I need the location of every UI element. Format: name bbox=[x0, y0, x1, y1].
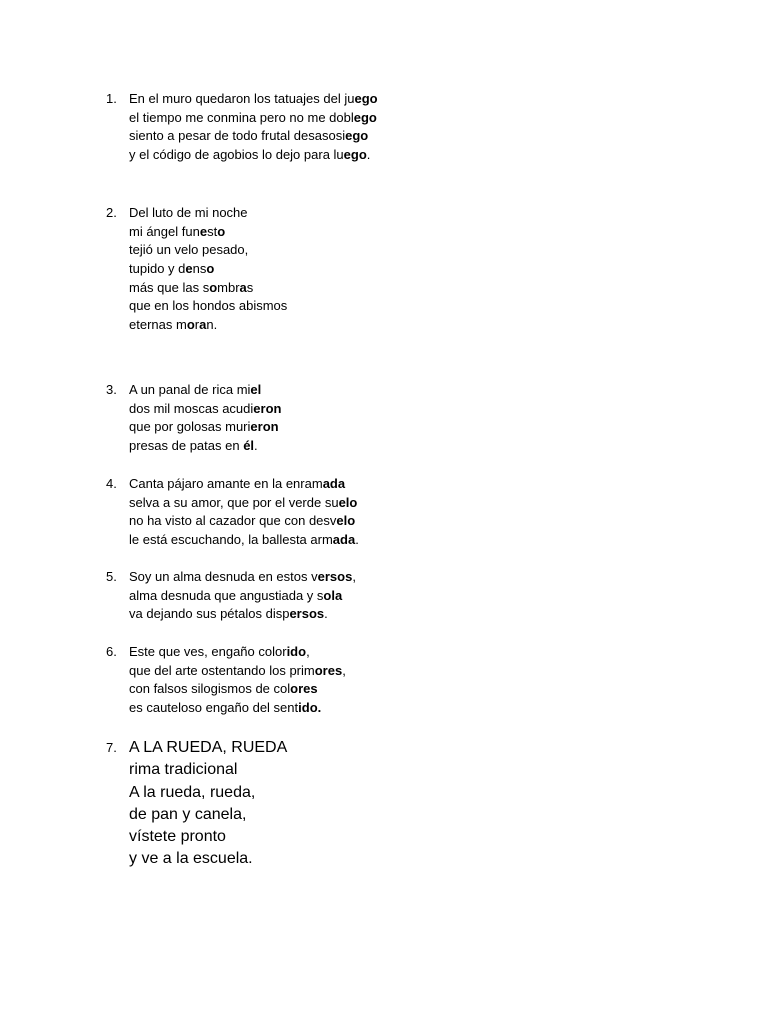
verse-text: no ha visto al cazador que con desv bbox=[129, 513, 337, 529]
verse-text: dos mil moscas acudi bbox=[129, 400, 254, 416]
item-number: 1. bbox=[106, 91, 117, 106]
verse-text: que del arte ostentando los prim bbox=[129, 662, 315, 678]
rhyme-bold-text: ego bbox=[343, 147, 367, 163]
rhyme-bold-text: ego bbox=[345, 128, 369, 144]
verse-text: , bbox=[352, 569, 356, 584]
rhyme-bold-text: ores bbox=[290, 681, 318, 697]
verse-line bbox=[129, 782, 287, 804]
verse-text: . bbox=[254, 438, 258, 454]
verse-lines bbox=[129, 643, 346, 718]
rhyme-bold-text: eron bbox=[250, 419, 279, 435]
rhyme-bold-text: a bbox=[239, 279, 247, 295]
verse-line bbox=[129, 804, 287, 826]
rhyme-bold-text: e bbox=[185, 261, 193, 277]
verse-text: y ve a la escuela. bbox=[129, 850, 253, 868]
verse-text: le está escuchando, la ballesta arm bbox=[129, 532, 333, 548]
rhyme-bold-text: o bbox=[186, 317, 195, 333]
verse-text: alma desnuda que angustiada y s bbox=[129, 587, 324, 603]
verse-line bbox=[129, 400, 281, 419]
rhyme-bold-text: elo bbox=[338, 494, 358, 510]
verse-line bbox=[129, 381, 281, 400]
verse-lines bbox=[129, 381, 281, 456]
item-number: 3. bbox=[106, 382, 117, 397]
verse-text: ns bbox=[192, 261, 207, 277]
rhyme-bold-text: ido. bbox=[298, 700, 322, 716]
rhyme-bold-text: ada bbox=[322, 476, 346, 491]
verse-text: Del luto de mi noche bbox=[129, 205, 248, 220]
rhyme-bold-text: e bbox=[199, 223, 208, 239]
verse-text: tejió un velo pesado, bbox=[129, 242, 249, 258]
verse-text: con falsos silogismos de col bbox=[129, 681, 291, 697]
verse-text: . bbox=[324, 606, 328, 622]
verse-text: mi ángel fun bbox=[129, 223, 200, 239]
verse-text: mbr bbox=[217, 279, 240, 295]
verse-line bbox=[129, 260, 287, 279]
verse-line bbox=[129, 223, 287, 242]
rhyme-bold-text: el bbox=[250, 382, 262, 397]
verse-text: eternas m bbox=[129, 317, 187, 333]
verse-text: selva a su amor, que por el verde su bbox=[129, 494, 339, 510]
verse-line bbox=[129, 587, 356, 606]
verse-line bbox=[129, 699, 346, 718]
verse-line bbox=[129, 109, 378, 128]
verse-lines bbox=[129, 90, 378, 165]
verse-line bbox=[129, 643, 346, 662]
verse-line bbox=[129, 475, 359, 494]
verse-text: Canta pájaro amante en la enram bbox=[129, 476, 323, 491]
rhyme-bold-text: ada bbox=[332, 532, 356, 548]
rhyme-bold-text: ores bbox=[314, 662, 343, 678]
verse-lines bbox=[129, 568, 356, 624]
verse-line bbox=[129, 680, 346, 699]
verse-text: Este que ves, engaño color bbox=[129, 644, 287, 659]
verse-text: de pan y canela, bbox=[129, 805, 247, 823]
rhyme-bold-text: ola bbox=[323, 587, 343, 603]
verse-line bbox=[129, 605, 356, 624]
verse-line bbox=[129, 494, 359, 513]
verse-line bbox=[129, 531, 359, 550]
rhyme-bold-text: él bbox=[243, 438, 255, 454]
verse-text: el tiempo me conmina pero no me dobl bbox=[129, 109, 354, 125]
verse-text: y el código de agobios lo dejo para lu bbox=[129, 147, 344, 163]
verse-text: st bbox=[207, 223, 218, 239]
verse-line bbox=[129, 297, 287, 316]
verse-line bbox=[129, 512, 359, 531]
verse-text: que por golosas muri bbox=[129, 419, 251, 435]
verse-lines bbox=[129, 737, 287, 871]
verse-text: A la rueda, rueda, bbox=[129, 783, 256, 801]
verse-text: siento a pesar de todo frutal desasosi bbox=[129, 128, 346, 144]
verse-line bbox=[129, 127, 378, 146]
verse-line bbox=[129, 568, 356, 587]
verse-line bbox=[129, 146, 378, 165]
verse-lines bbox=[129, 204, 287, 335]
verse-text: . bbox=[366, 147, 371, 163]
verse-line bbox=[129, 241, 287, 260]
item-number: 6. bbox=[106, 644, 117, 659]
verse-text: va dejando sus pétalos disp bbox=[129, 606, 290, 622]
verse-text: rima tradicional bbox=[129, 761, 238, 779]
verse-text: presas de patas en bbox=[129, 438, 244, 454]
verse-text: tupido y d bbox=[129, 261, 186, 277]
verse-text: Soy un alma desnuda en estos v bbox=[129, 569, 318, 584]
verse-text: . bbox=[355, 532, 359, 548]
rhyme-bold-text: o bbox=[217, 223, 226, 239]
verse-text: , bbox=[306, 644, 310, 659]
verse-line bbox=[129, 316, 287, 335]
verse-line bbox=[129, 90, 378, 109]
rhyme-bold-text: eron bbox=[253, 400, 282, 416]
verse-line bbox=[129, 826, 287, 848]
verse-text: En el muro quedaron los tatuajes del ju bbox=[129, 91, 355, 106]
rhyme-bold-text: o bbox=[209, 279, 218, 295]
verse-line bbox=[129, 759, 287, 781]
item-number: 5. bbox=[106, 569, 117, 584]
rhyme-bold-text: o bbox=[206, 261, 215, 277]
rhyme-bold-text: a bbox=[199, 317, 207, 333]
verse-text: es cauteloso engaño del sent bbox=[129, 700, 299, 716]
rhyme-bold-text: ego bbox=[354, 91, 378, 106]
verse-line bbox=[129, 279, 287, 298]
verse-line bbox=[129, 662, 346, 681]
verse-text: A LA RUEDA, RUEDA bbox=[129, 739, 288, 756]
verse-text: que en los hondos abismos bbox=[129, 298, 288, 314]
item-number: 7. bbox=[106, 740, 117, 755]
verse-text: A un panal de rica mi bbox=[129, 382, 251, 397]
verse-text: , bbox=[342, 662, 346, 678]
verse-line bbox=[129, 737, 287, 759]
verse-text: s bbox=[246, 279, 254, 295]
verse-line bbox=[129, 418, 281, 437]
verse-text: r bbox=[194, 317, 200, 333]
verse-text: más que las s bbox=[129, 279, 210, 295]
rhyme-bold-text: ego bbox=[353, 109, 377, 125]
rhyme-bold-text: ersos bbox=[289, 606, 325, 622]
verse-text: n. bbox=[206, 317, 218, 333]
rhyme-bold-text: ersos bbox=[317, 569, 353, 584]
verse-line bbox=[129, 204, 287, 223]
verse-line bbox=[129, 848, 287, 870]
verse-lines bbox=[129, 475, 359, 550]
item-number: 4. bbox=[106, 476, 117, 491]
verse-text: vístete pronto bbox=[129, 828, 226, 846]
verse-line bbox=[129, 437, 281, 456]
item-number: 2. bbox=[106, 205, 117, 220]
rhyme-bold-text: elo bbox=[336, 513, 356, 529]
rhyme-bold-text: ido bbox=[286, 644, 307, 659]
